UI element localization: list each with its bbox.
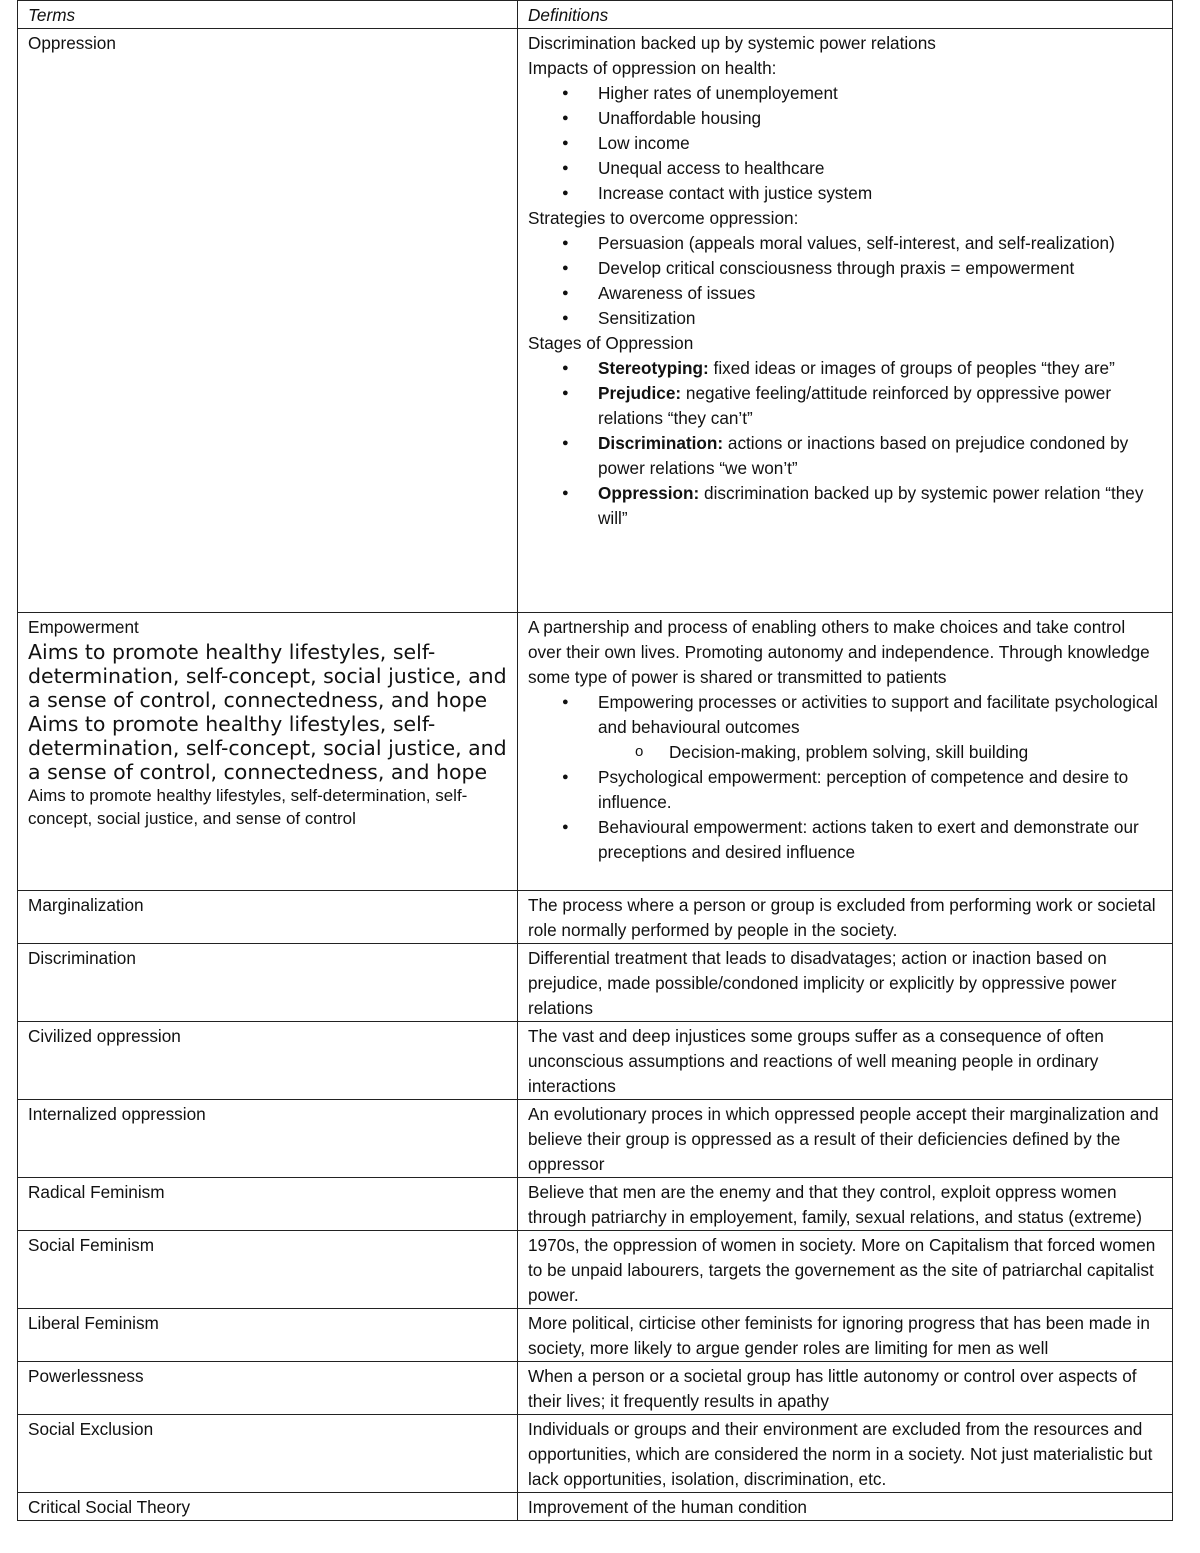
list-item: ● Sensitization	[598, 306, 1162, 331]
table-row	[18, 1022, 1173, 1100]
list-item: ● Behavioural empowerment: actions taken to exert and demonstrate our preceptions and desired influence	[598, 815, 1162, 865]
term-cell: Radical Feminism	[18, 1178, 518, 1231]
table-row	[18, 1309, 1173, 1362]
stage-label: Stereotyping:	[598, 358, 709, 378]
sub-list	[598, 740, 1162, 765]
list-item: ● Psychological empowerment: perception of competence and desire to influence.	[598, 765, 1162, 815]
term-cell: Powerlessness	[18, 1362, 518, 1415]
term-cell	[18, 29, 518, 613]
list-item	[598, 431, 1162, 481]
table-row	[18, 1493, 1173, 1521]
aims-text: Aims to promote healthy lifestyles, self-determination, self-concept, social justice, and sense of control	[28, 786, 468, 828]
list-item	[598, 690, 1162, 765]
table-row	[18, 1362, 1173, 1415]
term-cell: Discrimination	[18, 944, 518, 1022]
terms-table	[17, 0, 1173, 1521]
term-text: Empowerment	[28, 617, 139, 637]
definition-cell: The process where a person or group is excluded from performing work or societal role normally performed by people in the society.	[518, 891, 1173, 944]
stages-list	[528, 356, 1162, 531]
term-cell	[18, 613, 518, 891]
definition-cell: The vast and deep injustices some groups suffer as a consequence of often unconscious assumptions and reactions of well meaning people in ordinary interactions	[518, 1022, 1173, 1100]
term-cell: Marginalization	[18, 891, 518, 944]
list-item	[598, 381, 1162, 431]
list-item: ● Develop critical consciousness through praxis = empowerment	[598, 256, 1162, 281]
list-item: ● Increase contact with justice system	[598, 181, 1162, 206]
stage-text: negative feeling/attitude reinforced by oppressive power relations “they can’t”	[598, 383, 1112, 428]
document-page	[17, 0, 1172, 1521]
empowerment-list	[528, 690, 1162, 865]
list-item: ● Unequal access to healthcare	[598, 156, 1162, 181]
impacts-list	[528, 81, 1162, 206]
list-item: ● Awareness of issues	[598, 281, 1162, 306]
table-row	[18, 1178, 1173, 1231]
term-cell: Civilized oppression	[18, 1022, 518, 1100]
stage-label: Oppression:	[598, 483, 700, 503]
stage-text: actions or inactions based on prejudice condoned by power relations “we won’t”	[598, 433, 1129, 478]
list-item-text: Empowering processes or activities to support and facilitate psychological and behavioural outcomes	[598, 692, 1158, 737]
list-item: ● Unaffordable housing	[598, 106, 1162, 131]
list-item	[598, 356, 1162, 381]
strategies-list	[528, 231, 1162, 331]
table-row	[18, 944, 1173, 1022]
list-item: ● Low income	[598, 131, 1162, 156]
term-text: Oppression	[28, 33, 116, 53]
stage-text: discrimination backed up by systemic power relation “they will”	[598, 483, 1144, 528]
header-definitions: Definitions	[518, 1, 1173, 29]
definition-cell: Differential treatment that leads to disadvatages; action or inaction based on prejudice, made possible/condoned implicity or explicitly by oppressive power relations	[518, 944, 1173, 1022]
impacts-title: Impacts of oppression on health:	[528, 58, 777, 78]
term-cell: Liberal Feminism	[18, 1309, 518, 1362]
definition-cell	[518, 29, 1173, 613]
definition-cell: Improvement of the human condition	[518, 1493, 1173, 1521]
term-cell: Internalized oppression	[18, 1100, 518, 1178]
aims-text: Aims to promote healthy lifestyles, self-determination, self-concept, social justice, and a sense of control, connectedness, and hope	[28, 712, 507, 784]
definition-text: A partnership and process of enabling others to make choices and take control over their own lives. Promoting autonomy and independence. Through knowledge some type of power is shared or transmitted to patients	[528, 617, 1150, 687]
definition-cell: Individuals or groups and their environment are excluded from the resources and opportunities, which are considered the norm in a society. Not just materialistic but lack opportunities, isolation, discrimination, etc.	[518, 1415, 1173, 1493]
term-cell: Social Exclusion	[18, 1415, 518, 1493]
term-cell: Social Feminism	[18, 1231, 518, 1309]
definition-cell: An evolutionary proces in which oppressed people accept their marginalization and believe their group is oppressed as a result of their deficiencies defined by the oppressor	[518, 1100, 1173, 1178]
table-row	[18, 1100, 1173, 1178]
list-item: ● Persuasion (appeals moral values, self-interest, and self-realization)	[598, 231, 1162, 256]
aims-text: Aims to promote healthy lifestyles, self-determination, self-concept, social justice, and a sense of control, connectedness, and hope	[28, 640, 507, 712]
stage-label: Discrimination:	[598, 433, 724, 453]
table-row	[18, 1231, 1173, 1309]
definition-cell: 1970s, the oppression of women in society. More on Capitalism that forced women to be unpaid labourers, targets the governement as the site of patriarchal capitalist power.	[518, 1231, 1173, 1309]
list-item: o Decision-making, problem solving, skill building	[669, 740, 1162, 765]
stage-text: fixed ideas or images of groups of peoples “they are”	[708, 358, 1115, 378]
table-row	[18, 891, 1173, 944]
header-terms: Terms	[18, 1, 518, 29]
list-item	[598, 481, 1162, 531]
definition-cell	[518, 613, 1173, 891]
strategies-title: Strategies to overcome oppression:	[528, 208, 799, 228]
definition-text: Discrimination backed up by systemic power relations	[528, 33, 936, 53]
term-cell: Critical Social Theory	[18, 1493, 518, 1521]
table-row	[18, 1415, 1173, 1493]
header-row	[18, 1, 1173, 29]
table-row	[18, 29, 1173, 613]
stage-label: Prejudice:	[598, 383, 682, 403]
table-row	[18, 613, 1173, 891]
definition-cell: When a person or a societal group has little autonomy or control over aspects of their lives; it frequently results in apathy	[518, 1362, 1173, 1415]
list-item: ● Higher rates of unemployement	[598, 81, 1162, 106]
definition-cell: Believe that men are the enemy and that they control, exploit oppress women through patriarchy in employement, family, sexual relations, and status (extreme)	[518, 1178, 1173, 1231]
stages-title: Stages of Oppression	[528, 333, 694, 353]
definition-cell: More political, cirticise other feminists for ignoring progress that has been made in society, more likely to argue gender roles are limiting for men as well	[518, 1309, 1173, 1362]
